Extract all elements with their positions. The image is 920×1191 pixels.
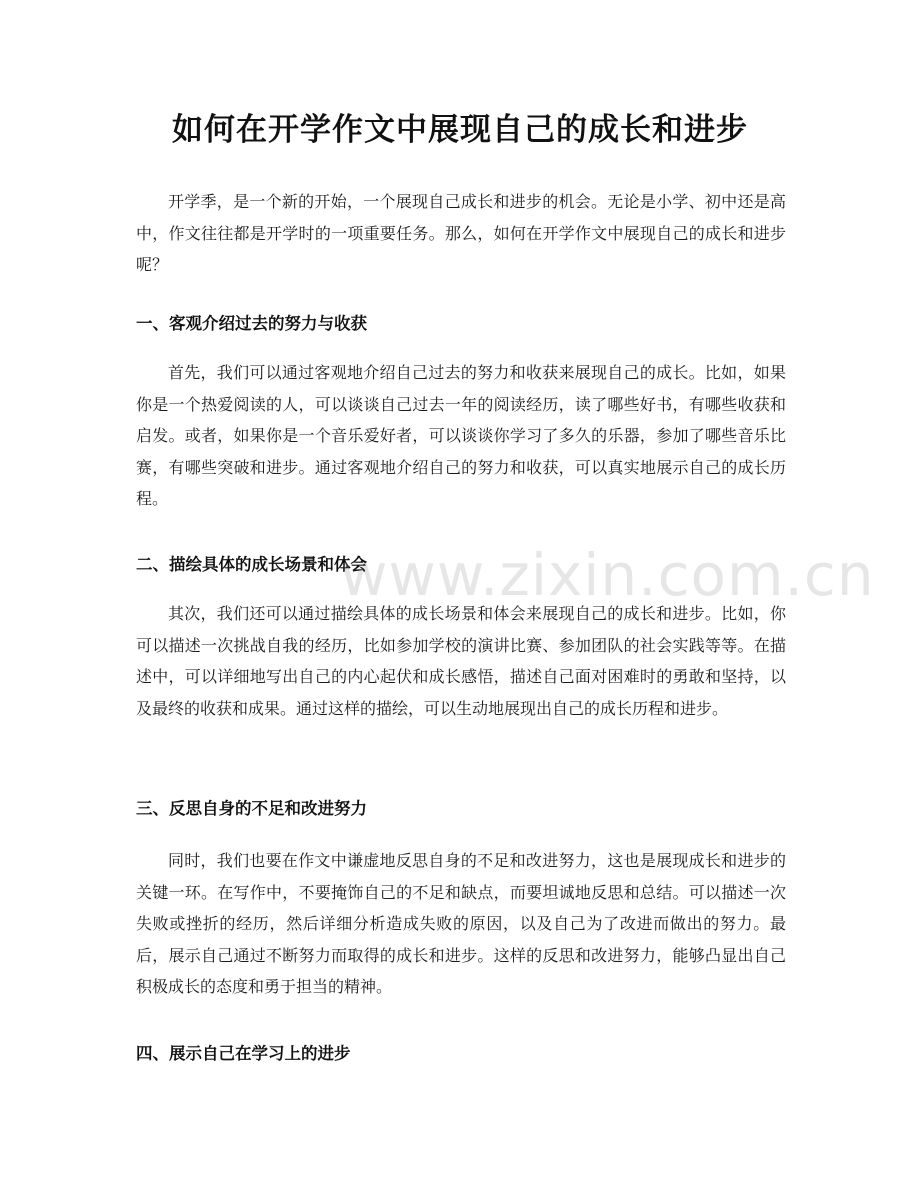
section-1-heading: 一、客观介绍过去的努力与收获 <box>136 314 367 333</box>
section-2-body: 其次，我们还可以通过描绘具体的成长场景和体会来展现自己的成长和进步。比如，你可以描述一次挑战自我的经历，比如参加学校的演讲比赛、参加团队的社会实践等等。在描述中，可以详细地写出自己的内心起伏和成长感悟，描述自己面对困难时的勇敢和坚持，以及最终的收获和成果。通过这样的描绘，可以生动地展现出自己的成长历程和进步。 <box>136 604 786 718</box>
section-3-body: 同时，我们也要在作文中谦虚地反思自身的不足和改进努力，这也是展现成长和进步的关键一环。在写作中，不要掩饰自己的不足和缺点，而要坦诚地反思和总结。可以描述一次失败或挫折的经历，然后详细分析造成失败的原因，以及自己为了改进而做出的努力。最后，展示自己通过不断努力而取得的成长和进步。这样的反思和改进努力，能够凸显出自己积极成长的态度和勇于担当的精神。 <box>136 851 786 996</box>
section-1-body: 首先，我们可以通过客观地介绍自己过去的努力和收获来展现自己的成长。比如，如果你是一个热爱阅读的人，可以谈谈自己过去一年的阅读经历，读了哪些好书，有哪些收获和启发。或者，如果你是一个音乐爱好者，可以谈谈你学习了多久的乐器，参加了哪些音乐比赛，有哪些突破和进步。通过客观地介绍自己的努力和收获，可以真实地展示自己的成长历程。 <box>136 363 786 508</box>
section-4-heading: 四、展示自己在学习上的进步 <box>136 1044 351 1063</box>
section-2-heading: 二、描绘具体的成长场景和体会 <box>136 555 367 574</box>
document-title: 如何在开学作文中展现自己的成长和进步 <box>172 112 748 148</box>
watermark: www.zixin.com.cn <box>340 541 875 609</box>
intro-paragraph: 开学季，是一个新的开始，一个展现自己成长和进步的机会。无论是小学、初中还是高中，作文往往都是开学时的一项重要任务。那么，如何在开学作文中展现自己的成长和进步呢？ <box>136 192 786 274</box>
section-3-heading: 三、反思自身的不足和改进努力 <box>136 799 367 818</box>
